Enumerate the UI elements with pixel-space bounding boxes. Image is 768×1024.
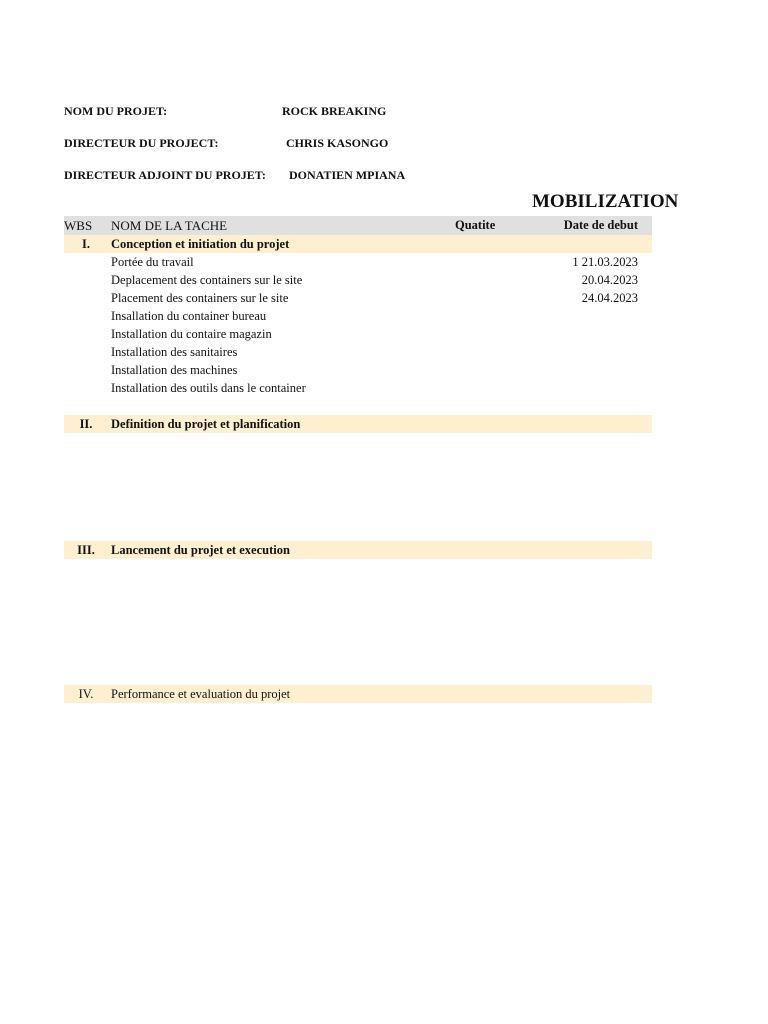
group-wbs: I. [82, 237, 90, 251]
task-name: Insallation du container bureau [111, 309, 267, 323]
group-row-1 [64, 235, 652, 253]
table-row [64, 343, 652, 361]
project-name-value: ROCK BREAKING [282, 104, 387, 118]
project-director-row [64, 136, 389, 151]
table-row [64, 325, 652, 343]
group-name: Lancement du projet et execution [111, 543, 290, 557]
task-name: Deplacement des containers sur le site [111, 273, 303, 287]
task-name: Placement des containers sur le site [111, 291, 289, 305]
project-name-row [64, 104, 387, 119]
table-row [64, 307, 652, 325]
blank-area [64, 559, 652, 685]
group-wbs: III. [77, 543, 95, 557]
task-name: Installation des sanitaires [111, 345, 238, 359]
project-director-label: DIRECTEUR DU PROJECT: [64, 136, 219, 150]
task-name: Installation des machines [111, 363, 238, 377]
task-name: Installation du contaire magazin [111, 327, 272, 341]
project-director-value: CHRIS KASONGO [286, 136, 389, 150]
section-title: MOBILIZATION [532, 191, 679, 212]
project-deputy-row [64, 168, 406, 183]
group-row-3 [64, 541, 652, 559]
group-name: Conception et initiation du projet [111, 237, 290, 251]
table-row [64, 271, 652, 289]
task-start: 20.04.2023 [581, 273, 638, 287]
wbs-table [64, 216, 652, 703]
group-row-2 [64, 415, 652, 433]
group-name: Performance et evaluation du projet [111, 687, 291, 701]
group-wbs: IV. [78, 687, 94, 701]
blank-area [64, 433, 652, 541]
table-row [64, 361, 652, 379]
group-name: Definition du projet et planification [111, 417, 301, 431]
project-deputy-label: DIRECTEUR ADJOINT DU PROJET: [64, 168, 266, 182]
header-start-date: Date de debut [563, 218, 638, 232]
header-task-name: NOM DE LA TACHE [111, 218, 228, 233]
project-name-label: NOM DU PROJET: [64, 104, 168, 118]
group-wbs: II. [79, 417, 93, 431]
header-wbs: WBS [64, 218, 93, 233]
header-quantity: Quatite [455, 218, 496, 232]
task-start: 1 21.03.2023 [572, 255, 638, 269]
project-deputy-value: DONATIEN MPIANA [289, 168, 406, 182]
task-name: Portée du travail [111, 255, 194, 269]
task-start: 24.04.2023 [581, 291, 638, 305]
blank-row [64, 397, 652, 415]
table-row [64, 289, 652, 307]
group-row-4 [64, 685, 652, 703]
task-name: Installation des outils dans le container [111, 381, 306, 395]
table-header-row [64, 216, 652, 235]
table-row [64, 253, 652, 271]
table-row [64, 379, 652, 397]
